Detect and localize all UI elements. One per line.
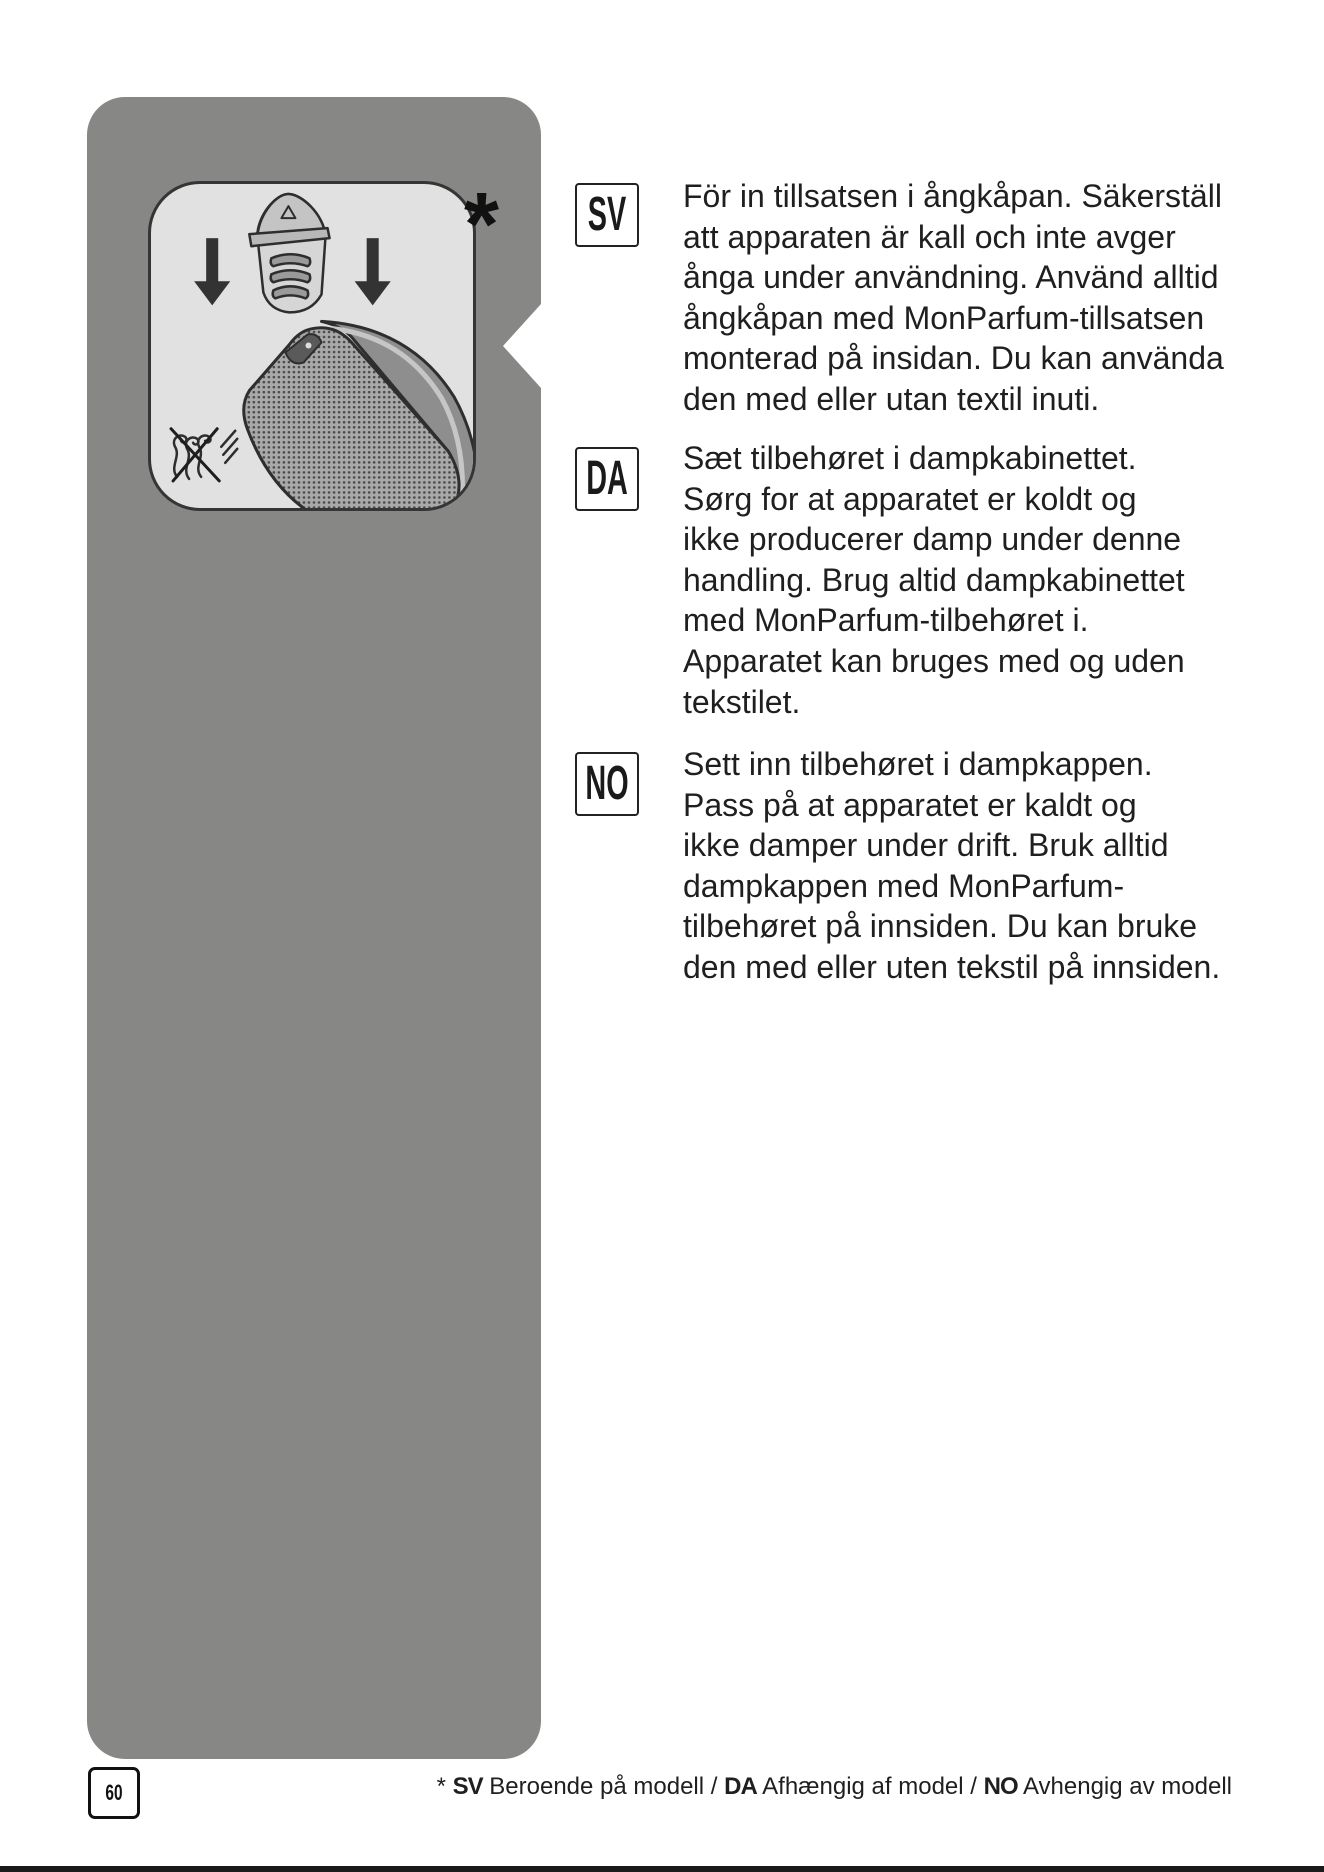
panel-notch [500, 300, 550, 392]
footnote-text-da: Afhængig af model [762, 1773, 964, 1800]
illustration-drawing [151, 184, 473, 508]
instruction-text-no [683, 744, 1220, 988]
text-line: Sett inn tilbehøret i dampkappen. [683, 746, 1153, 782]
text-line: ånga under användning. Använd alltid [683, 259, 1219, 296]
language-badge-da [575, 447, 639, 511]
page-number: 60 [105, 1780, 123, 1805]
footnote-text-no: Avhengig av modell [1022, 1773, 1232, 1800]
text-line: den med eller uten tekstil på innsiden. [683, 948, 1221, 985]
text-line: ikke producerer damp under denne [683, 521, 1182, 558]
text-line: handling. Brug altid dampkabinettet [683, 561, 1185, 598]
steam-hood-icon [244, 321, 473, 508]
text-line: Apparatet kan bruges med og uden [683, 642, 1185, 679]
footnote [437, 1772, 1232, 1802]
text-line: tekstilet. [683, 683, 801, 720]
text-line: ångkåpan med MonParfum-tillsatsen [683, 299, 1205, 336]
footnote-separator: / [710, 1773, 718, 1800]
language-code: DA [586, 452, 628, 505]
no-steam-icon [171, 429, 237, 481]
footnote-code-da: DA [724, 1773, 757, 1800]
footnote-separator: / [970, 1773, 977, 1800]
model-dependent-marker: * [464, 175, 500, 275]
language-badge-no [575, 752, 639, 816]
page-bottom-edge [0, 1866, 1324, 1872]
text-line: att apparaten är kall och inte avger [683, 218, 1176, 255]
text-line: ikke damper under drift. Bruk alltid [683, 827, 1169, 864]
text-line: monterad på insidan. Du kan använda [683, 340, 1224, 377]
instruction-text-da [683, 438, 1185, 722]
instruction-illustration [148, 181, 476, 511]
text-line: För in tillsatsen i ångkåpan. Säkerställ [683, 178, 1222, 214]
footnote-code-sv: SV [452, 1773, 483, 1800]
text-line: Pass på at apparatet er kaldt og [683, 786, 1137, 823]
text-line: den med eller utan textil inuti. [683, 380, 1100, 417]
page-number-box [88, 1767, 140, 1819]
down-arrow-icon [194, 238, 230, 305]
footnote-marker: * [436, 1773, 446, 1800]
fragrance-accessory-icon [249, 194, 329, 312]
text-line: dampkappen med MonParfum- [683, 867, 1125, 904]
text-line: tilbehøret på innsiden. Du kan bruke [683, 908, 1198, 945]
language-code: NO [585, 757, 629, 810]
text-line: Sørg for at apparatet er koldt og [683, 480, 1137, 517]
instruction-text-sv [683, 176, 1224, 420]
down-arrow-icon [355, 238, 391, 305]
text-line: Sæt tilbehøret i dampkabinettet. [683, 440, 1137, 476]
language-code: SV [587, 188, 627, 241]
text-line: med MonParfum-tilbehøret i. [683, 602, 1089, 639]
footnote-code-no: NO [983, 1773, 1018, 1800]
language-badge-sv [575, 183, 639, 247]
footnote-text-sv: Beroende på modell [489, 1773, 705, 1800]
